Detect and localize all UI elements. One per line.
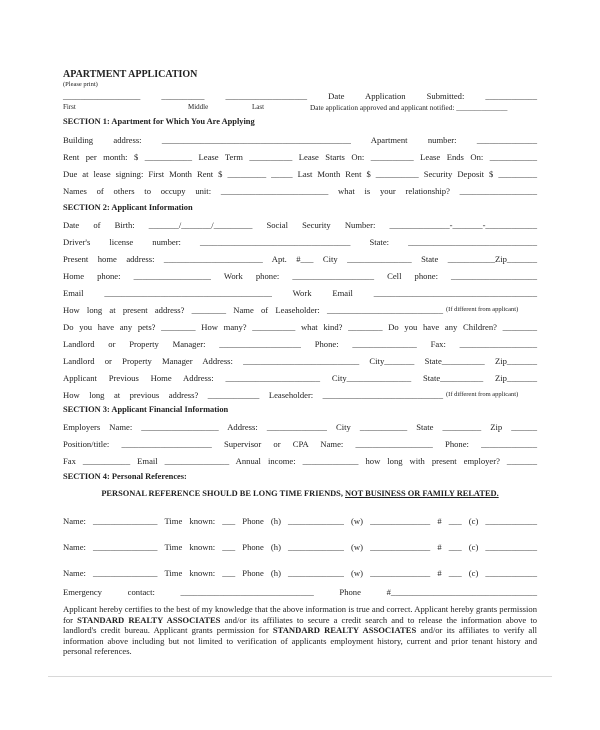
form-row: Date of Birth: _______/_______/_________ Social Security Number: ______________-_______-____________ [63,220,537,230]
company-name: STANDARD REALTY ASSOCIATES [272,625,417,635]
cert-text: Applicant hereby certifies to the best of my knowledge that the above information is true and correct. Applicant hereby grants permission for [63,604,537,625]
if-different-note: (If different from applicant) [446,306,519,313]
form-row: Fax ___________ Email _______________ Annual income: _____________ how long with present employer? _______ [63,456,537,466]
reference-row: Name: _______________ Time known: ___ Phone (h) _____________ (w) ______________ # ___ (c) ____________ [63,542,537,552]
section-3-heading: SECTION 3: Applicant Financial Information [63,405,229,414]
form-row: Landlord or Property Manager: ___________________ Phone: _______________ Fax: __________________ [63,339,537,349]
form-row: Home phone: __________________ Work phone: ___________________ Cell phone: ____________________ [63,271,537,281]
section-4-heading: SECTION 4: Personal References: [63,472,187,481]
form-row: Names of others to occupy unit: _________________________ what is your relationship? __________________ [63,186,537,196]
if-different-note: (If different from applicant) [446,391,519,398]
page-divider [48,676,552,677]
document-title: APARTMENT APPLICATION [63,69,198,80]
company-name: STANDARD REALTY ASSOCIATES [77,614,221,625]
form-row: Rent per month: $ ___________ Lease Term __________ Lease Starts On: __________ Lease Ends On: ___________ [63,152,537,162]
form-row: Position/title: _____________________ Supervisor or CPA Name: __________________ Phone: _____________ [63,439,537,449]
label-approved: Date application approved and applicant notified: ______________ [310,103,508,112]
section-1-heading: SECTION 1: Apartment for Which You Are Applying [63,117,255,126]
reference-notice [63,489,537,498]
form-row: Building address: ____________________________________________ Apartment number: ______________ [63,135,537,145]
reference-row: Name: _______________ Time known: ___ Phone (h) _____________ (w) ______________ # ___ (c) ____________ [63,568,537,578]
cert-text: and/or its affiliates to verify all information above including but not limited to verification of applicants employment history, current and prior tenant history and personal references. [63,625,537,656]
form-row: Email _______________________________________ Work Email ______________________________________ [63,288,537,298]
label-middle: Middle [188,103,209,111]
form-row: Present home address: _______________________ Apt. #___ City _______________ State ___________Zip_______ [63,254,537,264]
label-last: Last [252,103,265,111]
form-row: How long at present address? ________ Name of Leaseholder: ___________________________ [63,305,443,315]
form-row: How long at previous address? ____________ Leaseholder: ____________________________ [63,390,443,400]
form-row: Applicant Previous Home Address: ______________________ City_______________ State__________ Zip_______ [63,373,537,383]
name-fields-row: __________________ __________ ___________________ Date Application Submitted: ____________ [63,91,537,101]
notice-underlined: NOT BUSINESS OR FAMILY RELATED. [345,489,499,498]
cert-text: and/or its affiliates to secure a credit search and to release the information above to landlord's credit bureau. Applicant grants permission for [63,614,538,635]
emergency-contact-row: Emergency contact: _______________________________ Phone #__________________________________ [63,587,537,597]
please-print-note: (Please print) [63,81,98,88]
form-row: Employers Name: __________________ Address: ______________ City ___________ State _________ Zip ______ [63,422,537,432]
label-first: First [63,103,76,111]
reference-row: Name: _______________ Time known: ___ Phone (h) _____________ (w) ______________ # ___ (c) ____________ [63,516,537,526]
certification-paragraph [63,604,537,657]
notice-text: PERSONAL REFERENCE SHOULD BE LONG TIME FRIENDS, [101,489,346,498]
section-2-heading: SECTION 2: Applicant Information [63,203,193,212]
form-row: Do you have any pets? ________ How many? __________ what kind? ________ Do you have any Children? ________ [63,322,537,332]
form-row: Due at lease signing: First Month Rent $ _________ _____ Last Month Rent $ __________ Security Deposit $ _________ [63,169,537,179]
form-row: Driver's license number: ___________________________________ State: ______________________________ [63,237,537,247]
form-row: Landlord or Property Manager Address: ___________________________ City_______ State__________ Zip_______ [63,356,537,366]
